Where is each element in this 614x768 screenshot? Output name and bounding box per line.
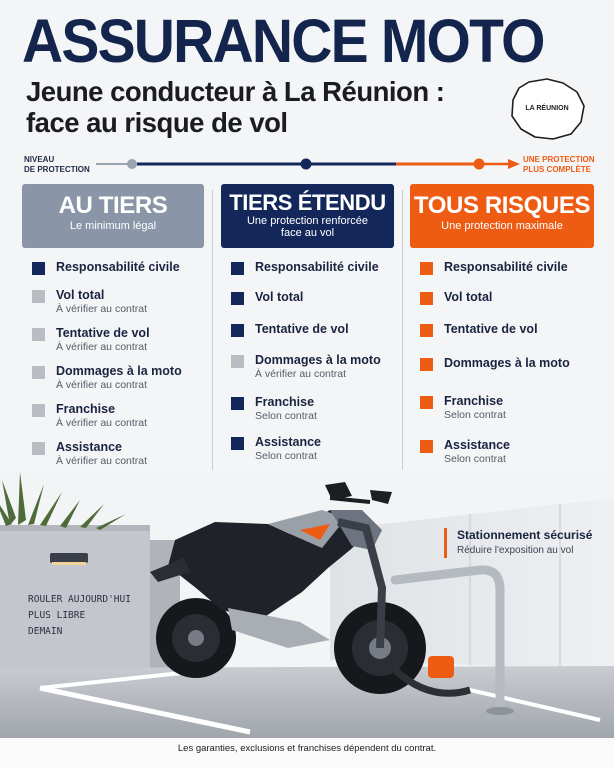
coverage-title: Dommages à la moto xyxy=(255,353,381,367)
coverage-marker-icon xyxy=(231,324,244,337)
coverage-note: À vérifier au contrat xyxy=(56,341,148,353)
column-heading: TOUS RISQUES xyxy=(413,192,591,219)
column-header xyxy=(221,184,394,248)
scale-left-line-1: NIVEAU xyxy=(24,155,55,164)
coverage-title: Tentative de vol xyxy=(255,322,349,336)
wall-slogan-line-1: ROULER AUJOURD'HUI xyxy=(28,594,131,605)
column-header xyxy=(410,184,594,248)
scale-left-line-2: DE PROTECTION xyxy=(24,165,90,174)
column-tagline: Le minimum légal xyxy=(69,220,157,232)
coverage-note: À vérifier au contrat xyxy=(56,303,148,315)
coverage-marker-icon xyxy=(32,404,45,417)
coverage-marker-icon xyxy=(231,437,244,450)
coverage-note: Selon contrat xyxy=(444,409,506,421)
parking-subtitle: Réduire l'exposition au vol xyxy=(457,545,574,556)
reunion-island-map xyxy=(507,76,587,142)
wall-slogan-line-3: DEMAIN xyxy=(28,626,63,637)
column-heading: TIERS ÉTENDU xyxy=(229,190,386,215)
column-tous-risques xyxy=(410,184,594,465)
coverage-marker-icon xyxy=(420,440,433,453)
wall-lamp-icon xyxy=(50,553,88,563)
coverage-title: Vol total xyxy=(444,290,493,304)
coverage-note: À vérifier au contrat xyxy=(56,379,148,391)
coverage-note: À vérifier au contrat xyxy=(255,368,347,380)
protection-scale-bar xyxy=(96,158,522,170)
scale-left-label xyxy=(24,155,90,175)
coverage-title: Assistance xyxy=(56,440,123,454)
coverage-marker-icon xyxy=(32,262,45,275)
coverage-title: Dommages à la moto xyxy=(56,364,182,378)
parking-title: Stationnement sécurisé xyxy=(457,528,593,542)
wall-slogan-line-2: PLUS LIBRE xyxy=(28,610,86,621)
coverage-note: Selon contrat xyxy=(255,410,317,422)
coverage-marker-icon xyxy=(231,397,244,410)
coverage-marker-icon xyxy=(32,290,45,303)
coverage-title: Franchise xyxy=(255,395,315,409)
subtitle xyxy=(26,76,496,138)
coverage-marker-icon xyxy=(32,442,45,455)
column-au-tiers xyxy=(22,184,204,467)
wall-slogan xyxy=(28,592,131,640)
coverage-marker-icon xyxy=(32,328,45,341)
coverage-title: Responsabilité civile xyxy=(56,260,180,274)
coverage-marker-icon xyxy=(420,358,433,371)
subtitle-line-2: face au risque de vol xyxy=(26,107,288,138)
secure-parking-note xyxy=(444,528,604,558)
coverage-title: Franchise xyxy=(56,402,116,416)
coverage-marker-icon xyxy=(420,292,433,305)
scale-right-line-1: UNE PROTECTION xyxy=(523,155,595,164)
island-label: LA RÉUNION xyxy=(525,105,569,112)
column-tiers-etendu xyxy=(221,184,394,462)
coverage-marker-icon xyxy=(32,366,45,379)
coverage-note: Selon contrat xyxy=(444,453,506,465)
column-tagline-line-1: Une protection renforcée xyxy=(246,215,369,227)
footer-disclaimer: Les garanties, exclusions et franchises dépendent du contrat. xyxy=(0,738,614,768)
scale-right-label xyxy=(523,155,595,175)
scale-right-line-2: PLUS COMPLÈTE xyxy=(523,165,592,174)
coverage-note: Selon contrat xyxy=(255,450,317,462)
scale-dot-high xyxy=(474,159,485,170)
scale-dot-low xyxy=(127,159,137,169)
coverage-title: Tentative de vol xyxy=(444,322,538,336)
scale-arrow-icon xyxy=(508,159,520,169)
scale-dot-mid xyxy=(301,159,312,170)
coverage-marker-icon xyxy=(420,396,433,409)
subtitle-line-1: Jeune conducteur à La Réunion : xyxy=(26,76,445,107)
coverage-title: Responsabilité civile xyxy=(444,260,568,274)
column-header xyxy=(22,184,204,248)
coverage-title: Dommages à la moto xyxy=(444,356,570,370)
coverage-title: Vol total xyxy=(255,290,304,304)
column-divider xyxy=(212,190,213,476)
coverage-title: Assistance xyxy=(444,438,511,452)
coverage-title: Vol total xyxy=(56,288,105,302)
coverage-marker-icon xyxy=(420,262,433,275)
coverage-title: Franchise xyxy=(444,394,504,408)
column-tagline: Une protection maximale xyxy=(441,220,563,232)
coverage-title: Tentative de vol xyxy=(56,326,150,340)
coverage-marker-icon xyxy=(231,262,244,275)
coverage-marker-icon xyxy=(231,355,244,368)
coverage-note: À vérifier au contrat xyxy=(56,455,148,467)
column-tagline-line-2: face au vol xyxy=(280,227,335,239)
column-divider xyxy=(402,190,403,476)
main-title: ASSURANCE MOTO xyxy=(22,7,544,77)
coverage-marker-icon xyxy=(231,292,244,305)
coverage-marker-icon xyxy=(420,324,433,337)
coverage-title: Responsabilité civile xyxy=(255,260,379,274)
coverage-note: À vérifier au contrat xyxy=(56,417,148,429)
column-heading: AU TIERS xyxy=(58,192,168,219)
coverage-title: Assistance xyxy=(255,435,322,449)
